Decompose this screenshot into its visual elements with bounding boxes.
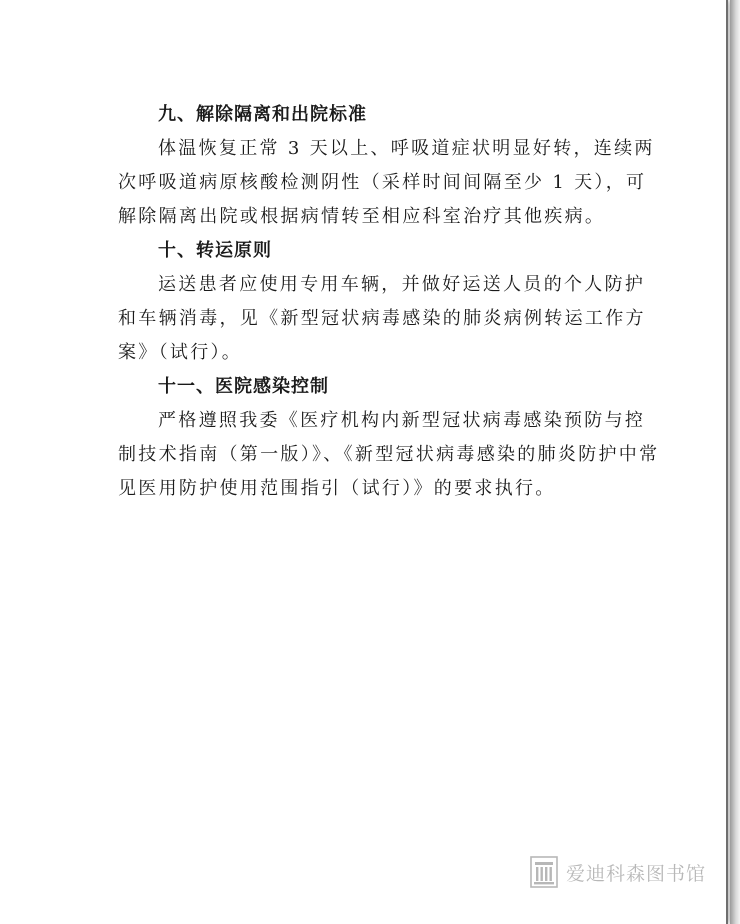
paragraph-line: 和车辆消毒，见《新型冠状病毒感染的肺炎病例转运工作方	[118, 308, 646, 329]
section-heading-infection-control: 十一、医院感染控制	[158, 376, 329, 397]
paragraph-line: 严格遵照我委《医疗机构内新型冠状病毒感染预防与控	[158, 410, 646, 431]
paragraph-line: 案》（试行）。	[118, 342, 243, 363]
paragraph-infection-control	[118, 404, 660, 506]
document-body	[118, 98, 660, 506]
section-heading-transfer-principles: 十、转运原则	[158, 240, 272, 261]
paragraph-transfer-principles	[118, 268, 646, 370]
watermark-text: 爱迪科森图书馆	[565, 862, 706, 885]
paragraph-discharge-criteria	[118, 132, 655, 234]
paragraph-line: 体温恢复正常 3 天以上、呼吸道症状明显好转，连续两	[158, 138, 655, 159]
paragraph-line: 制技术指南（第一版）》、《新型冠状病毒感染的肺炎防护中常	[118, 444, 660, 465]
paragraph-line: 运送患者应使用专用车辆，并做好运送人员的个人防护	[158, 274, 646, 295]
paragraph-line: 次呼吸道病原核酸检测阴性（采样时间间隔至少 1 天），可	[118, 172, 647, 193]
library-logo-icon	[530, 856, 558, 888]
page-edge-shadow	[730, 0, 740, 924]
paragraph-line: 解除隔离出院或根据病情转至相应科室治疗其他疾病。	[118, 206, 606, 227]
watermark	[530, 856, 706, 888]
section-heading-discharge-criteria: 九、解除隔离和出院标准	[158, 104, 367, 125]
paragraph-line: 见医用防护使用范围指引（试行）》的要求执行。	[118, 478, 556, 499]
